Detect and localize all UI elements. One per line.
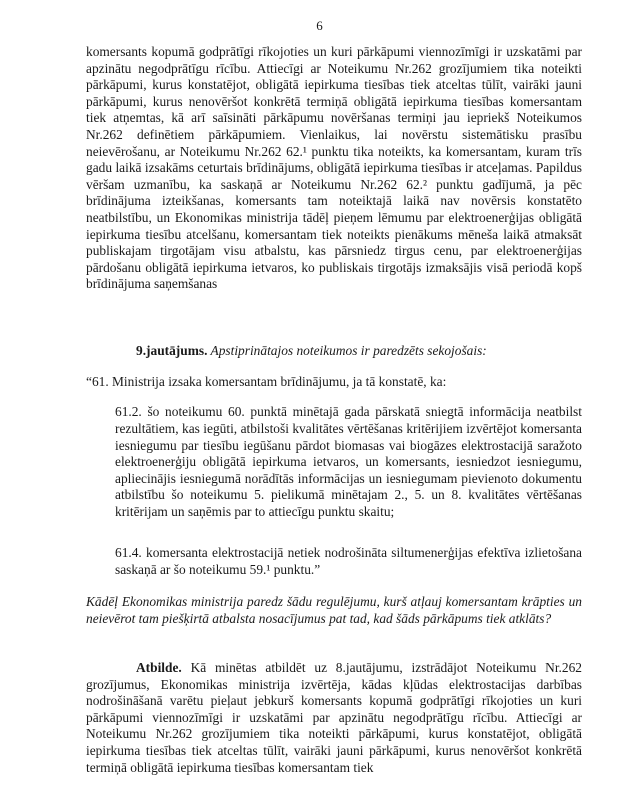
paragraph-text: komersants kopumā godprātīgi rīkojoties un kuri pārkāpumi viennozīmīgi ir uzskatāmi par apzinātu negodprātīgu rīcību. Attiecīgi ar Noteikumu Nr.262 grozījumiem tika noteikti pārkāpumi, kurus konstatējot, obligātā iepirkuma tiesības tiek atceltas tūlīt, vairāki jauni pārkāpumi, kurus nenovēršot konkrētā termiņā obligātā iepirkuma tiesības komersantam tiek atņemtas, kā arī saīsināti pārkāpumu novēršanas termiņi jau iepriekš Noteikumos Nr.262 definētiem pārkāpumiem. Vienlaikus, lai novērstu sistemātisku prasību neievērošanu, ar Noteikumu Nr.262 62.¹ punktu tika noteikts, ka komersantam, kuram trīs gadu laikā izsakāms ceturtais brīdinājums, obligātā iepirkuma tiesības ir atceļamas. Papildus vēršam uzmanību, ka saskaņā ar Noteikumu Nr.262 62.² punktu gadījumā, ja pēc brīdinājuma izteikšanas, komersants tam noteiktajā laikā nav novērsis konstatēto neatbilstību, un Ekonomikas ministrija tādēļ pieņem lēmumu par elektroenerģijas obligātā iepirkuma tiesību atcelšanu, komersantam tiek noteikts pienākums mēneša laikā atmaksāt publiskajam tirgotājam visu atbalstu, kas pārsniedz tirgus cenu, par elektroenerģijas pārdošanu obligātā iepirkuma ietvaros, ko publiskais tirgotājs izmaksājis visā periodā kopš brīdinājuma saņemšanas — [86, 44, 582, 292]
paragraph-continuation — [86, 44, 582, 293]
question-text: Kādēļ Ekonomikas ministrija paredz šādu regulējumu, kurš atļauj komersantam krāpties un neievērot tam piešķirtā atbalsta nosacījumus pat tad, kad šāds pārkāpums tiek atklāts? — [86, 594, 582, 626]
page-number: 6 — [316, 18, 323, 33]
question-9-heading — [136, 343, 487, 360]
answer-label: Atbilde. — [136, 660, 182, 675]
answer-paragraph — [86, 660, 582, 776]
quote-item-61-4-text: 61.4. komersanta elektrostacijā netiek nodrošināta siltumenerģijas efektīva izlietošana saskaņā ar šo noteikumu 59.¹ punktu.” — [115, 545, 582, 577]
question-9-label: 9.jautājums. — [136, 343, 208, 358]
quote-intro: “61. Ministrija izsaka komersantam brīdinājumu, ja tā konstatē, ka: — [86, 374, 447, 389]
answer-text: Kā minētas atbildēt uz 8.jautājumu, izstrādājot Noteikumu Nr.262 grozījumus, Ekonomikas ministrija izvērtēja, kādas kļūdas elektrostacijas darbības nodrošināšanā varētu pieļaut jebkurš komersants kopumā godprātīgi rīkojoties un kuri pārkāpumi viennozīmīgi ir uzskatāmi par apzinātu negodprātīgu rīcību. Attiecīgi ar Noteikumu Nr.262 grozījumiem tika noteikti pārkāpumi, kurus konstatējot, obligātā iepirkuma tiesības tiek atceltas tūlīt, vairāki jauni pārkāpumi, kurus nenovēršot konkrētā termiņā obligātā iepirkuma tiesības komersantam tiek — [86, 660, 582, 775]
quote-item-61-2-text: 61.2. šo noteikumu 60. punktā minētajā gada pārskatā sniegtā informācija neatbilst rezultātiem, kas iegūti, atbilstoši kvalitātes vērtēšanas kritērijiem izvērtējot komersanta iesniegumu par tiesību iegūšanu pārdot biomasas vai biogāzes elektrostacijā saražoto elektroenerģiju obligātā iepirkuma ietvaros, un komersants, iesniedzot iesniegumu, apliecinājis iesniegumā norādītās informācijas un iesniegumam pievienoto dokumentu atbilstību šo noteikumu 5. pielikumā minētajam 2., 5. un 8. kvalitātes vērtēšanas kritērijam un saņēmis par to attiecīgu punktu skaitu; — [115, 404, 582, 519]
quote-item-61-2 — [115, 391, 582, 534]
quote-item-61-4 — [115, 532, 582, 592]
question-9-text: Apstiprinātajos noteikumos ir paredzēts sekojošais: — [207, 343, 487, 358]
